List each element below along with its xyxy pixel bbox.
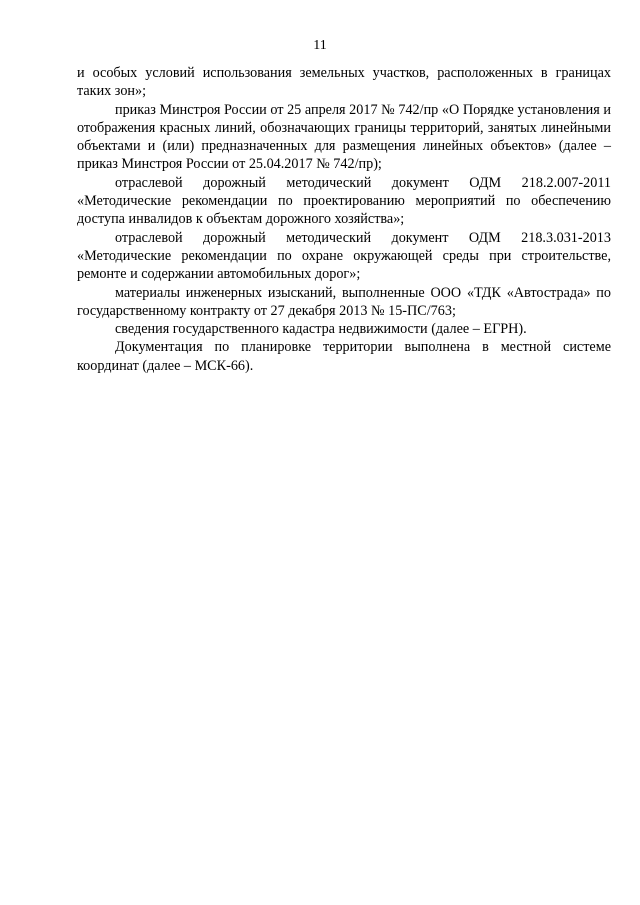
paragraph-odm-218-2-007: отраслевой дорожный методический документ ОДМ 218.2.007-2011 «Методические рекомендации по проектированию мероприятий по обеспечению доступа инвалидов к объектам дорожного хозяйства»; [77, 174, 611, 228]
paragraph-coordinate-system: Документация по планировке территории выполнена в местной системе координат (далее – МСК-66). [77, 339, 611, 374]
paragraph-continuation: и особых условий использования земельных участков, расположенных в границах таких зон»; [77, 65, 611, 100]
page-number: 11 [313, 38, 327, 53]
paragraph-minstroy-order: приказ Минстроя России от 25 апреля 2017 № 742/пр «О Порядке установления и отображения красных линий, обозначающих границы территорий, занятых линейными объектами и (или) предназначенных для размещения линейных объектов» (далее – приказ Минстроя России от 25.04.2017 № 742/пр); [77, 101, 611, 173]
paragraph-odm-218-3-031: отраслевой дорожный методический документ ОДМ 218.3.031-2013 «Методические рекомендации по охране окружающей среды при строительстве, ремонте и содержании автомобильных дорог»; [77, 229, 611, 283]
document-body [77, 64, 611, 375]
paragraph-engineering-surveys: материалы инженерных изысканий, выполненные ООО «ТДК «Автострада» по государственному контракту от 27 декабря 2013 № 15-ПС/763; [77, 284, 611, 319]
paragraph-cadastre: сведения государственного кадастра недвижимости (далее – ЕГРН). [115, 321, 527, 338]
